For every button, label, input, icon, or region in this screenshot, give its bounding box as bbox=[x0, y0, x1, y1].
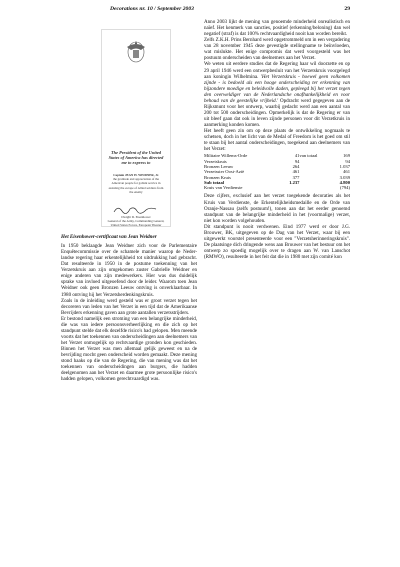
paragraph: Zoals in de inleiding werd gesteld was er groot verzet tegen het decoreren van leden van het Verzet in een tijd dat de Amerikaanse Bevrijders erkenning gaven aan grote aantallen verzetsstrijders. bbox=[61, 297, 197, 316]
total-count: 1.037 bbox=[339, 163, 350, 169]
total-count: (794) bbox=[340, 185, 350, 191]
resistance-count: 461 bbox=[292, 169, 300, 175]
paragraph: Het heeft geen zin om op deze plaats de ontwikkeling nogmaals te schetsen, doch in het licht van de Medal of Freedom is het goed om stil te staan bij het aantal onderscheidingen, toegekend aan deelnemers van het Verzet: bbox=[204, 128, 350, 153]
decoration-name: Verzetsster Oost-Azië bbox=[204, 169, 245, 175]
decoration-name: Sub totaal bbox=[204, 179, 225, 185]
certificate-figure bbox=[61, 19, 197, 229]
total-label: van totaal bbox=[299, 153, 318, 159]
certificate-signature-block bbox=[107, 215, 165, 228]
certificate-title: The President of the United States of America has directed me to express to bbox=[108, 150, 164, 166]
page-number: 29 bbox=[344, 6, 350, 12]
total-label bbox=[299, 185, 331, 190]
paragraph: Anno 2003 lijkt de mening van genoemde minderheid onrealistisch en naïef. Het kenmerk van sancties, positief (erkenning/beloning) dan wel negatief (straf) is dat 100% rechtvaardigheid nooit kan worden bereikt. bbox=[204, 19, 350, 38]
decoration-name: Bronzen Leeuw bbox=[204, 163, 234, 169]
total-count: 4.800 bbox=[339, 179, 350, 185]
resistance-count bbox=[281, 185, 299, 190]
paragraph bbox=[204, 61, 350, 128]
certificate-citation: the gratitude and appreciation of the American people for gallant service in assisting the escape of Allied soldiers from the enemy bbox=[108, 177, 164, 194]
total-count: 94 bbox=[345, 158, 350, 164]
certificate-signer: Dwight D. Eisenhower bbox=[121, 215, 151, 219]
decoration-name: Bronzen Kruis bbox=[204, 174, 231, 180]
right-column bbox=[204, 19, 350, 260]
paragraph: Deze cijfers, exclusief aan het verzet toegekende decoraties als het Kruis van Verdienste, de Erkentelijkheidsmedaille en de Orde van Oranje-Nassau (zelfs postuum!), tonen aan dat het eerder genoemd standpunt van de belangrijke minderheid in het (voormalige) verzet, niet kon worden volgehouden. bbox=[204, 193, 350, 224]
decorations-table bbox=[204, 153, 350, 190]
total-count: 169 bbox=[343, 153, 350, 159]
certificate-text bbox=[107, 173, 165, 194]
resistance-count: 41 bbox=[294, 153, 300, 159]
resistance-count: 377 bbox=[292, 174, 300, 180]
paragraph-text-continued: Opdracht werd gegegeven aan de Rijksmunt voor het ontwerp, waarbij gedacht werd aan een aantal van 200 tot 500 onderscheidingen. Opmerkelijk is dat de Regering er van uit bleef gaan dat ook in leven zijnde personen voor dit Verzetkruis in aanmerking konden komen. bbox=[204, 97, 350, 129]
paragraph: Zelfs Z.K.H. Prins Bernhard werd opgetrommeld om in een vergadering van 28 november 1945 deze gevestigde stellingname te beïnvloeden, wat mislukte. Het enige compromis dat werd voorgesteld was het postuum onderscheiden van deelnemers aan het Verzet. bbox=[204, 37, 350, 62]
paragraph: Er bestond namelijk een stroming van een belangrijke minderheid, die was van iedere persoonsverheerlijking en die zich op het standpunt stelde dat elk dezelfde risico's had gelopen. Men meende voorts dat het toekennen van onderscheidingen aan deelnemers van het Verzet onmogelijk op rechtvaardige gronden kon geschieden. Binnen het Verzet was men allemaal gelijk geweest en na de bevrijding mocht geen onderscheid worden gemaakt. Deze mening stond haaks op die van de Regering, die van mening was dat het toekennen van onderscheidingen aan burgers, die hadden deelgenomen aan het Verzet en daarmee grote persoonlijke risico's hadden gelopen, volkomen gerechtvaardigd was. bbox=[61, 315, 197, 383]
decoration-name: Kruis van Verdienste bbox=[204, 185, 243, 191]
signature-icon bbox=[112, 203, 160, 215]
total-count: 3.039 bbox=[339, 174, 350, 180]
paragraph: Dit standpunt is nooit verdwenen. Eind 1977 werd er door J.G. Brouwer, BK, uitgegeven op de Dag van het Verzet, waar bij een uitgewerkt voorstel presenteerde voor een "Verzetsherinneringskruis". De plaatsinge dich dringende wens aan Brouwer van het bestuur om het ontwerp zo spoedig mogelijk over te dragen aan W. van Lanschot (RMWO), resulteerde in het feit dat die in 1980 met zijn comité kon bbox=[204, 223, 350, 261]
resistance-count: 1.237 bbox=[289, 179, 300, 185]
decoration-name: Militaire Willems-Orde bbox=[204, 153, 248, 159]
certificate-signer-role: General of the Army, Commanding General, United States Forces, European Theater bbox=[107, 219, 165, 228]
certificate-document bbox=[101, 29, 171, 227]
decoration-name: Verzetskruis bbox=[204, 158, 227, 164]
left-column bbox=[61, 243, 197, 382]
resistance-count: 264 bbox=[292, 163, 300, 169]
journal-title: Decorations nr. 10 / September 2003 bbox=[110, 6, 194, 12]
total-count: 461 bbox=[343, 169, 350, 175]
paragraph-text: We weten uit eerdere studies dat de Regering haar wil doorzette en op 29 april 1946 werd een ontwerpbesluit van het Verzetskruis voorgelegd aan koningin Wilhelmina. bbox=[204, 61, 350, 80]
certificate-recipient: Captain JEAN H. WEIDNER, Jr. bbox=[113, 173, 159, 177]
quoted-decree: 'Het Verzetskruis - hoewel geen volkomen zijnde - is bedoeld als een hooge onderscheiding ter erkenning van bijzondere moedige en beleidvolle daden, gepleegd bij het verzet tegen den overweldiger van de Nederlandsche onafhankelijkheid en voor behoud van de geestelijke vrijheid.' bbox=[204, 73, 350, 104]
eagle-seal-icon bbox=[123, 38, 149, 64]
resistance-count: 94 bbox=[294, 158, 300, 164]
table-row bbox=[204, 185, 350, 190]
figure-caption: Het Eisenhower-certificaat van Jean Weidner bbox=[61, 234, 157, 240]
paragraph: In 1950 beklaagde Jean Weidner zich voor de Parlementaire Enquêtecommissie over de schamele manier waarop de Neder-landse regering haar erkentelijkheid tot uitdrukking had gebracht. Dat resulteerde in 1950 in de postume toekenning van het Verzetskruis aan zijn omgekomen zuster Gabrielle Weidner en enige anderen van zijn medewerkers. Hier was dus duidelijk sprake van invloed uitgeoefend door de leider. Waarom toen Jean Weidner ook geen Bronzen Leeuw ontving is onverklaarbaar. In 1980 ontving hij het Verzetsherdenkingskruis. bbox=[61, 243, 197, 298]
